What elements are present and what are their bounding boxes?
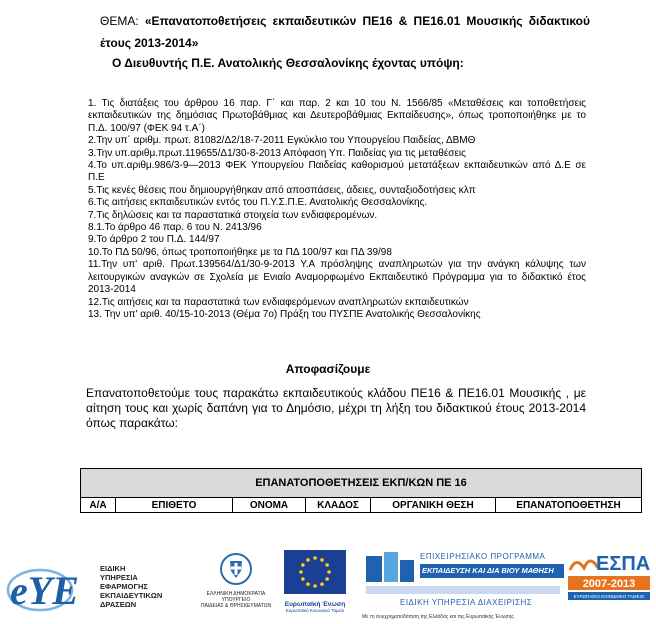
epek-line2: ΕΚΠΑΙΔΕΥΣΗ ΚΑΙ ΔΙΑ ΒΙΟΥ ΜΑΘΗΣΗ xyxy=(420,564,564,578)
eu-star xyxy=(301,577,305,581)
eu-flag-icon xyxy=(284,550,346,594)
eu-star xyxy=(325,577,329,581)
clause-item: 8.1.Το άρθρο 46 παρ. 6 του Ν. 2413/96 xyxy=(88,222,262,234)
eu-star xyxy=(327,570,331,574)
eu-star xyxy=(301,563,305,567)
eye-text xyxy=(100,564,162,609)
clause-item: 3.Την υπ.αριθμ.πρωτ.119655/Δ1/30-8-2013 Απόφαση Υπ. Παιδείας για τις μεταθέσεις xyxy=(88,147,466,159)
eye-line: ΕΚΠΑΙΔΕΥΤΙΚΩΝ xyxy=(100,591,163,600)
eu-star xyxy=(313,556,317,560)
relocations-table xyxy=(80,468,642,513)
clause-item: 11.Την υπ' αριθ. Πρωτ.139564/Δ1/30-9-2013 Υ.Α πρόσληψης αναπληρωτών για την ανάγκη κάλυψης των λειτουργικών αναγκών σε Σχολεία με Ενιαίο Αναμορφωμένο Εκπαιδευτικό Πρόγραμμα για το διδακτικό έτος 2013-2014 xyxy=(88,259,586,296)
footer-logos xyxy=(0,540,656,624)
eu-subtitle: Ευρωπαϊκό Κοινωνικό Ταμείο xyxy=(285,608,345,613)
subject-prefix: ΘΕΜΑ: xyxy=(100,14,139,28)
director-line: Ο Διευθυντής Π.Ε. Ανατολικής Θεσσαλονίκης έχοντας υπόψη: xyxy=(112,56,464,70)
eye-mark-text: eYE xyxy=(10,568,79,613)
subject-line xyxy=(100,10,590,54)
clause-item: 1. Τις διατάξεις του άρθρου 16 παρ. Γ΄ και παρ. 2 και 10 του Ν. 1566/85 «Μεταθέσεις και τοποθετήσεις εκπαιδευτικών της δημόσιας Πρωτοβάθμιας και Δευτεροβάθμιας Εκπαίδευσης», όπως τροποποιήθηκε με το Π.Δ. 100/97 (ΦΕΚ 94 τ.Α΄) xyxy=(88,98,586,134)
espa-tag: ΕΥΡΩΠΑΪΚΟ ΚΟΙΝΩΝΙΚΟ ΤΑΜΕΙΟ xyxy=(573,594,645,599)
table-title: ΕΠΑΝΑΤΟΠΟΘΕΤΗΣΕΙΣ ΕΚΠ/ΚΩΝ ΠΕ 16 xyxy=(81,469,642,498)
clauses-list xyxy=(88,98,586,321)
eu-logo xyxy=(280,550,350,620)
ministry-logo xyxy=(196,552,276,618)
epek-line1: ΕΠΙΧΕΙΡΗΣΙΑΚΟ ΠΡΟΓΡΑΜΜΑ xyxy=(420,552,546,561)
epek-line3: ΕΙΔΙΚΗ ΥΠΗΡΕΣΙΑ ΔΙΑΧΕΙΡΙΣΗΣ xyxy=(400,598,533,607)
eu-star xyxy=(325,563,329,567)
eu-title: Ευρωπαϊκή Ένωση xyxy=(284,601,346,608)
column-header: ΕΠΙΘΕΤΟ xyxy=(116,498,233,513)
greek-emblem-icon xyxy=(219,552,253,586)
clause-item: 7.Τις δηλώσεις και τα παραστατικά στοιχεία των ενδιαφερομένων. xyxy=(88,209,378,221)
epek-mark-icon xyxy=(366,552,416,586)
clause-item: 6.Τις αιτήσεις εκπαιδευτικών εντός του Π.Υ.Σ.Π.Ε. Ανατολικής Θεσσαλονίκης. xyxy=(88,197,428,209)
decision-title: Αποφασίζουμε xyxy=(285,362,371,376)
eu-star xyxy=(306,582,310,586)
ministry-line: ΕΛΛΗΝΙΚΗ ΔΗΜΟΚΡΑΤΙΑ xyxy=(206,591,266,597)
decision-text: Επανατοποθετούμε τους παρακάτω εκπαιδευτικούς κλάδου ΠΕ16 & ΠΕ16.01 Μουσικής , με αίτηση τους και χωρίς δαπάνη για το Δημόσιο, μέχρι τη λήξη του διδακτικού έτους 2013-2014 όπως παρακάτω: xyxy=(86,386,586,430)
column-header: ΚΛΑΔΟΣ xyxy=(306,498,371,513)
eu-star xyxy=(320,582,324,586)
column-header: Α/Α xyxy=(81,498,116,513)
espa-logo xyxy=(566,548,652,618)
column-header: ΟΡΓΑΝΙΚΗ ΘΕΣΗ xyxy=(371,498,496,513)
eye-line: ΥΠΗΡΕΣΙΑ xyxy=(100,573,138,582)
espa-name: ΕΣΠΑ xyxy=(596,553,651,575)
eu-star xyxy=(320,558,324,562)
clause-item: 9.Το άρθρο 2 του Π.Δ. 144/97 xyxy=(88,234,220,246)
eu-star xyxy=(313,584,317,588)
clause-item: 10.Το ΠΔ 50/96, όπως τροποποιήθηκε με τα ΠΔ 100/97 και ΠΔ 39/98 xyxy=(88,246,392,258)
clause-item: 4.Το υπ.αριθμ.986/3-9—2013 ΦΕΚ Υπουργείου Παιδείας καθορισμού μετατάξεων εκπαιδευτικών από Δ.Ε σε Π.Ε xyxy=(88,160,586,184)
ministry-line: ΥΠΟΥΡΓΕΙΟ xyxy=(221,597,251,603)
column-header: ΟΝΟΜΑ xyxy=(233,498,306,513)
espa-years: 2007-2013 xyxy=(582,578,636,590)
ministry-text xyxy=(196,591,276,609)
eu-star xyxy=(299,570,303,574)
eye-logo xyxy=(4,560,194,616)
eye-line: ΕΦΑΡΜΟΓΗΣ xyxy=(100,582,148,591)
eye-mark-icon xyxy=(4,560,94,616)
eye-line: ΔΡΑΣΕΩΝ xyxy=(100,600,137,609)
clause-item: 2.Την υπ΄ αριθμ. πρωτ. 81082/Δ2/18-7-2011 Εγκύκλιο του Υπουργείου Παιδείας, ΔΒΜΘ xyxy=(88,135,476,147)
eye-line: ΕΙΔΙΚΗ xyxy=(100,564,126,573)
clause-item: 13. Την υπ' αριθ. 40/15-10-2013 (Θέμα 7ο) Πράξη του ΠΥΣΠΕ Ανατολικής Θεσσαλονίκης xyxy=(88,308,481,320)
epek-band xyxy=(366,586,560,594)
eu-star xyxy=(306,558,310,562)
cofund-note: Με τη συγχρηματοδότηση της Ελλάδας και της Ευρωπαϊκής Ένωσης xyxy=(362,614,514,620)
epek-logo xyxy=(362,548,562,624)
subject-text: «Επανατοποθετήσεις εκπαιδευτικών ΠΕ16 & ΠΕ16.01 Μουσικής διδακτικού έτους 2013-2014» xyxy=(100,14,590,50)
clause-item: 5.Τις κενές θέσεις που δημιουργήθηκαν από αποσπάσεις, άδειες, συνταξιοδοτήσεις κλπ xyxy=(88,184,476,196)
column-header: ΕΠΑΝΑΤΟΠΟΘΕΤΗΣΗ xyxy=(496,498,642,513)
clause-item: 12.Τις αιτήσεις και τα παραστατικά των ενδιαφερόμενων αναπληρωτών εκπαιδευτικών xyxy=(88,296,469,308)
ministry-line: ΠΑΙΔΕΙΑΣ & ΘΡΗΣΚΕΥΜΑΤΩΝ xyxy=(200,603,272,609)
